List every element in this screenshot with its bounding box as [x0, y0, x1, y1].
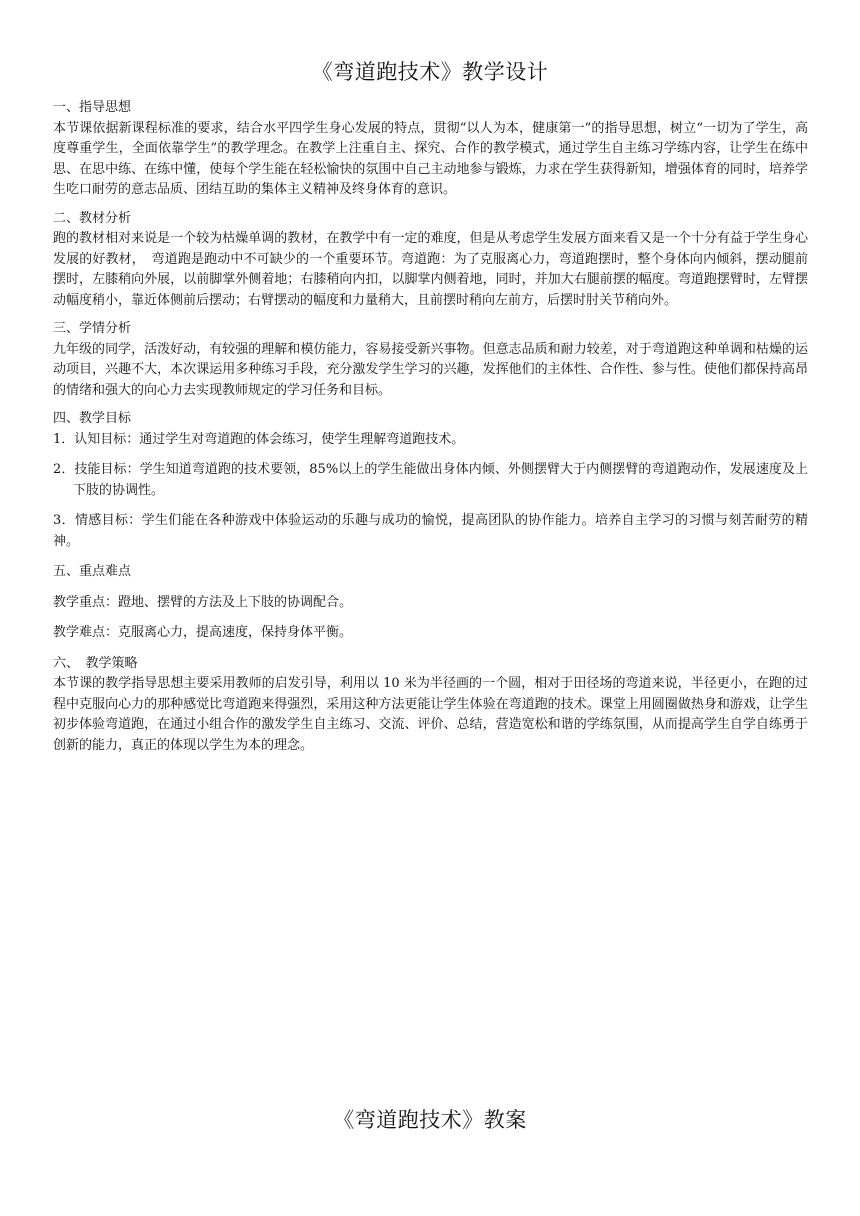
- section-heading-guiding-ideology: 一、指导思想: [53, 100, 132, 115]
- section-heading-key-points: 五、重点难点: [53, 564, 132, 579]
- section-text-guiding-ideology: 本节课依据新课程标准的要求，结合水平四学生身心发展的特点，贯彻“以人为本，健康第一”的指导思想，树立“一切为了学生，高度尊重学生，全面依靠学生”的教学理念。在教学上注重自主、探究、合作的教学模式，通过学生自主练习学练内容，让学生在练中思、在思中练、在练中懂，使每个学生能在轻松愉快的氛围中自己主动地参与锻炼，力求在学生获得新知，增强体育的同时，培养学生吃口耐劳的意志品质、团结互助的集体主义精神及终身体育的意识。: [53, 120, 808, 197]
- spacer: [53, 583, 808, 593]
- document-body: [53, 98, 808, 756]
- section-heading-student-analysis: 三、学情分析: [53, 321, 132, 336]
- section-heading-material-analysis: 二、教材分析: [53, 210, 132, 226]
- section-text-student-analysis: 九年级的同学，活泼好动，有较强的理解和模仿能力，容易接受新兴事物。但意志品质和耐力较差，对于弯道跑这种单调和枯燥的运动项目，兴趣不大，本次课运用多种练习手段，充分激发学生学习的兴趣，发挥他们的主体性、合作性、参与性。使他们都保持高昂的情绪和强大的向心力去实现教师规定的学习任务和目标。: [53, 341, 808, 398]
- spacer: [53, 552, 808, 562]
- goal-cognitive: 1．认知目标：通过学生对弯道跑的体会练习，使学生理解弯道跑技术。: [53, 431, 465, 447]
- goal-emotion: 3．情感目标：学生们能在各种游戏中体验运动的乐趣与成功的愉悦，提高团队的协作能力。培养自主学习的习惯与刻苦耐劳的精神。: [53, 513, 808, 549]
- spacer: [53, 613, 808, 623]
- difficulty-point: 教学难点：克服离心力，提高速度，保持身体平衡。: [53, 625, 353, 640]
- lesson-plan-title: 《弯道跑技术》教案: [333, 1108, 527, 1132]
- spacer: [53, 644, 808, 654]
- section-text-material-analysis: 跑的教材相对来说是一个较为枯燥单调的教材，在教学中有一定的难度，但是从考虑学生发展方面来看又是一个十分有益于学生身心发展的好教材， 弯道跑是跑动中不可缺少的一个重要环节。弯道跑：为了克服离心力，弯道跑摆时，整个身体向内倾斜，摆动腿前摆时，左膝稍向外展，以前脚掌外侧着地；右膝稍向内扣，以脚掌内侧着地，同时，并加大右腿前摆的幅度。弯道跑摆臂时，左臂摆动幅度稍小，靠近体侧前后摆动；右臂摆动的幅度和力量稍大，且前摆时稍向左前方，后摆时肘关节稍向外。: [53, 231, 808, 308]
- key-point: 教学重点：蹬地、摆臂的方法及上下肢的协调配合。: [53, 594, 353, 610]
- goal-skill: 2．技能目标：学生知道弯道跑的技术要领，85%以上的学生能做出身体内倾、外侧摆臂大于内侧摆臂的弯道跑动作，发展速度及上下肢的协调性。: [53, 462, 808, 498]
- spacer: [53, 501, 808, 511]
- document-title: 《弯道跑技术》教学设计: [311, 60, 549, 84]
- section-text-teaching-strategy: 本节课的教学指导思想主要采用教师的启发引导，利用以 10 米为半径画的一个圆，相对于田径场的弯道来说，半径更小，在跑的过程中克服向心力的那种感觉比弯道跑来得强烈，采用这种方法更能让学生体验在弯道跑的技术。课堂上用圆圈做热身和游戏，让学生初步体验弯道跑，在通过小组合作的激发学生自主练习、交流、评价、总结，营造宽松和谐的学练氛围，从而提高学生自学自练勇于创新的能力，真正的体现以学生为本的理念。: [53, 676, 808, 753]
- section-heading-teaching-goals: 四、教学目标: [53, 411, 132, 426]
- section-heading-teaching-strategy: 六、 教学策略: [53, 655, 138, 671]
- spacer: [53, 450, 808, 460]
- spacer: [53, 311, 808, 319]
- spacer: [53, 201, 808, 209]
- spacer: [53, 401, 808, 409]
